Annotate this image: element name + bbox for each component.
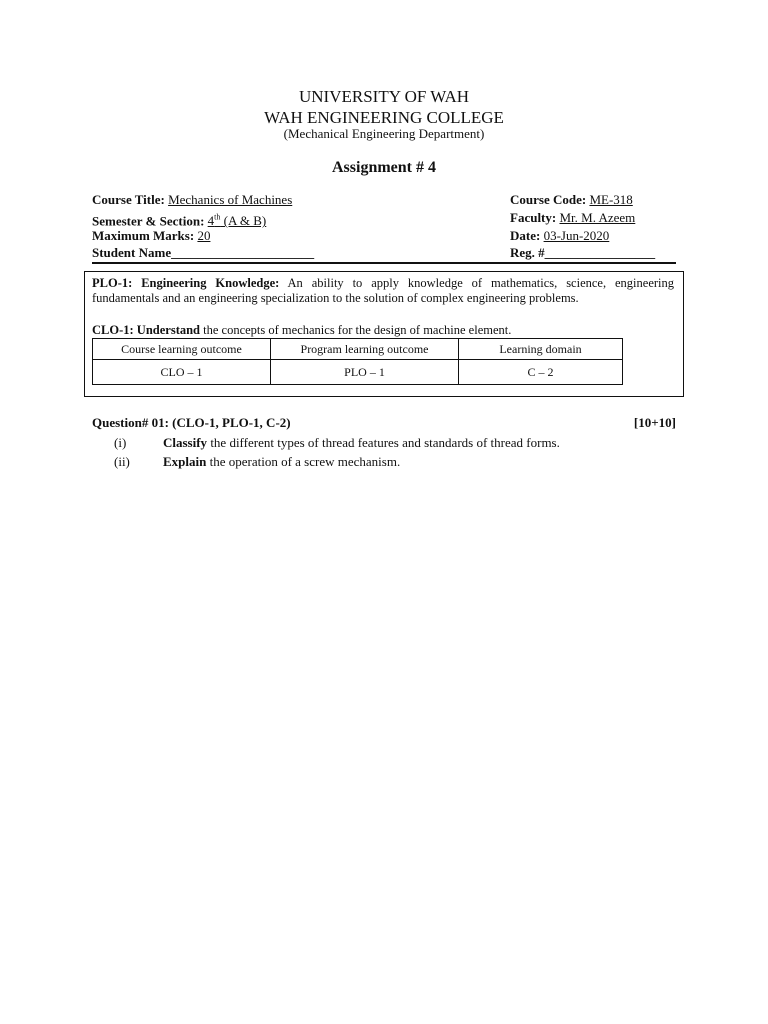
college-name: WAH ENGINEERING COLLEGE [264, 108, 504, 127]
reg-label: Reg. # [510, 245, 545, 260]
header-divider [92, 262, 676, 264]
university-name: UNIVERSITY OF WAH [299, 87, 469, 106]
student-name-line [92, 244, 314, 261]
question-item [114, 453, 400, 470]
faculty-label: Faculty: [510, 210, 557, 225]
course-code-value: ME-318 [589, 192, 633, 207]
item-number: (ii) [114, 454, 130, 469]
item-verb: Explain [163, 454, 207, 469]
course-code-label: Course Code: [510, 192, 587, 207]
date-label: Date: [510, 228, 541, 243]
question-title: Question# 01: (CLO-1, PLO-1, C-2) [92, 415, 291, 430]
max-marks-value: 20 [197, 228, 211, 243]
question-marks: [10+10] [633, 415, 676, 430]
reg-blank: _________________ [544, 245, 656, 260]
clo-label: CLO-1: [92, 323, 134, 337]
clo-verb: Understand [136, 323, 201, 337]
date-value: 03-Jun-2020 [543, 228, 610, 243]
department-name: (Mechanical Engineering Department) [283, 126, 485, 141]
plo-label: PLO-1: [92, 276, 133, 290]
plo-text: An ability to apply knowledge of mathematics, science, engineering fundamentals and an engineering specialization to the solution of complex engineering problems. [92, 276, 675, 305]
table-row [93, 360, 623, 385]
clo-paragraph [92, 322, 674, 338]
item-text: the operation of a screw mechanism. [209, 454, 401, 469]
question-heading [92, 414, 676, 431]
outcomes-table [92, 338, 623, 385]
cell-clo: CLO – 1 [93, 360, 271, 385]
student-name-blank: ______________________ [171, 245, 315, 260]
question-item [114, 434, 560, 451]
item-number: (i) [114, 435, 127, 450]
date-line [510, 227, 609, 244]
course-title-value: Mechanics of Machines [168, 192, 293, 207]
clo-text: the concepts of mechanics for the design of machine element. [203, 323, 512, 337]
course-title-label: Course Title: [92, 192, 165, 207]
header-program-learning-outcome: Program learning outcome [271, 339, 459, 360]
header-learning-domain: Learning domain [459, 339, 623, 360]
course-code-line [510, 191, 633, 208]
item-text: the different types of thread features and standards of thread forms. [210, 435, 560, 450]
plo-title: Engineering Knowledge: [141, 276, 280, 290]
reg-line [510, 244, 655, 261]
item-verb: Classify [163, 435, 208, 450]
semester-label: Semester & Section: [92, 213, 205, 229]
student-name-label: Student Name [92, 245, 172, 260]
cell-domain: C – 2 [459, 360, 623, 385]
assignment-title: Assignment # 4 [331, 159, 436, 176]
semester-value: 4th (A & B) [207, 213, 267, 229]
table-header-row [93, 339, 623, 360]
faculty-line [510, 209, 635, 226]
max-marks-label: Maximum Marks: [92, 228, 195, 243]
cell-plo: PLO – 1 [271, 360, 459, 385]
header-course-learning-outcome: Course learning outcome [93, 339, 271, 360]
faculty-value: Mr. M. Azeem [559, 210, 636, 225]
course-title-line [92, 191, 292, 208]
max-marks-line [92, 227, 210, 244]
plo-paragraph [92, 276, 674, 306]
